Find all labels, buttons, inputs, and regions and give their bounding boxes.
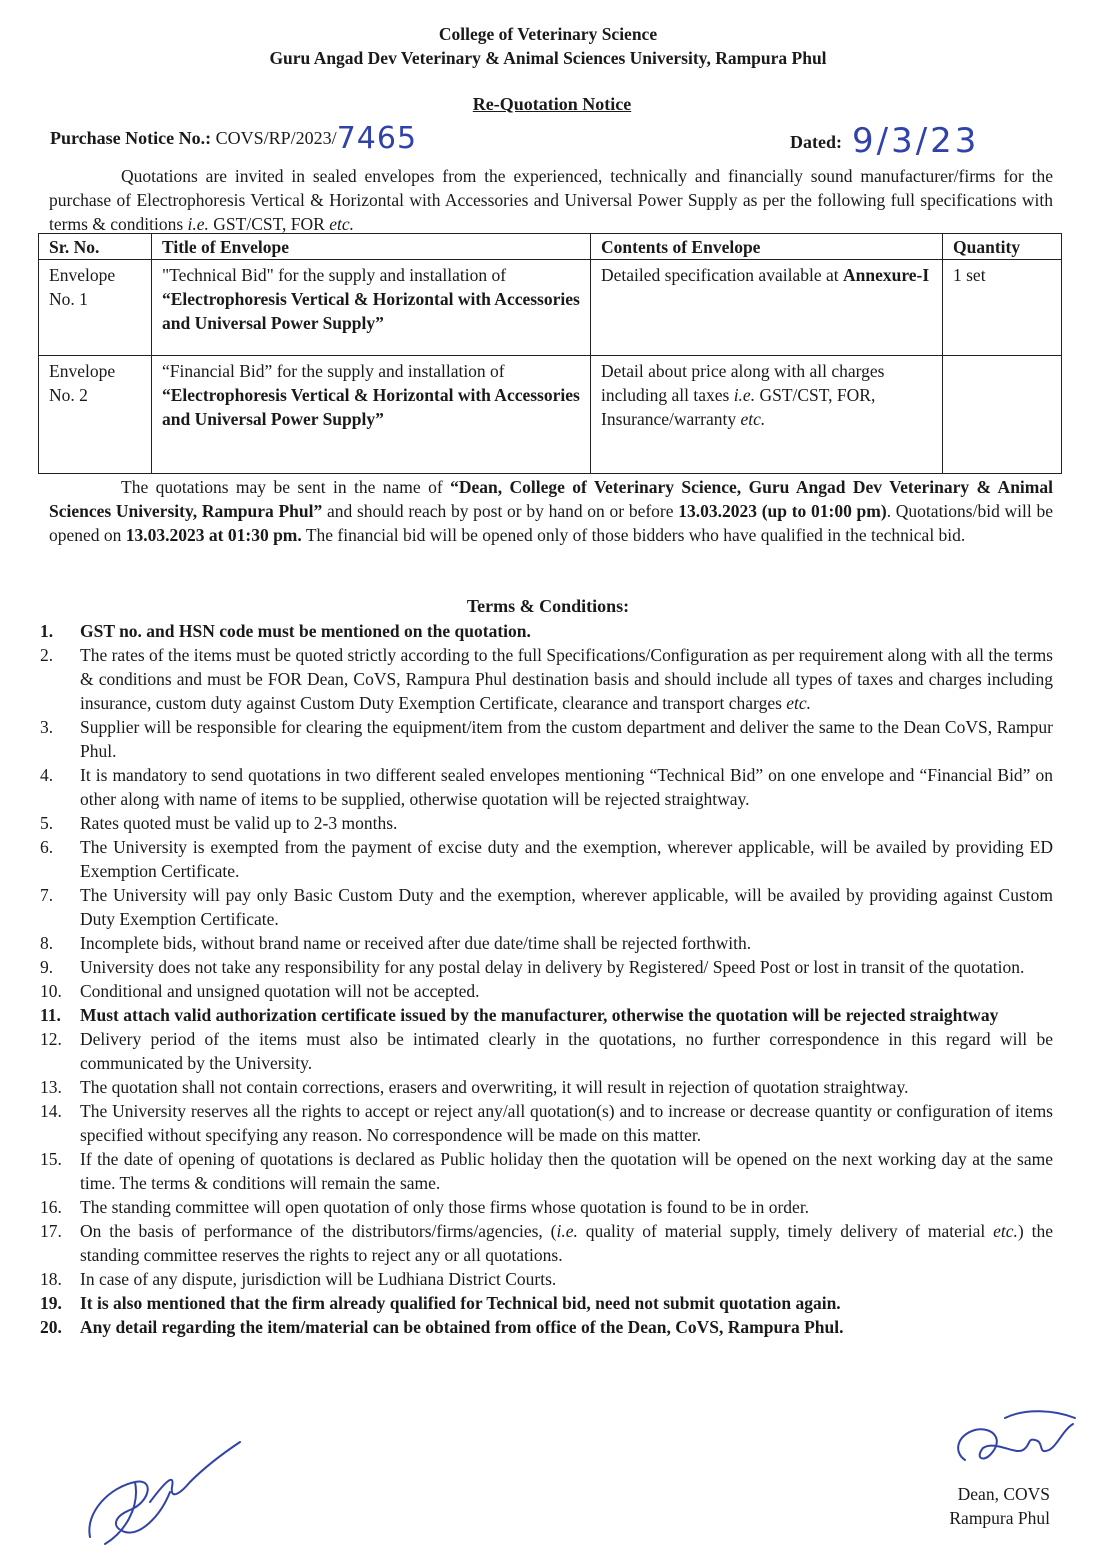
list-item: 19. It is also mentioned that the firm already qualified for Technical bid, need not submit quotation again. xyxy=(40,1293,841,1313)
purchase-notice-handwritten: 7465 xyxy=(336,121,418,156)
list-item: 17. On the basis of performance of the distributors/firms/agencies, (i.e. quality of material supply, timely delivery of material etc.) the standing committee reserves the rights to reject any or all quotations. xyxy=(40,1221,1053,1265)
notice-title: Re-Quotation Notice xyxy=(472,94,632,114)
signatory-location: Rampura Phul xyxy=(949,1508,1050,1528)
list-item: 15. If the date of opening of quotations is declared as Public holiday then the quotation will be opened on the next working day at the same time. The terms & conditions will remain the same. xyxy=(40,1149,1053,1193)
university-name: Guru Angad Dev Veterinary & Animal Sciences University, Rampura Phul xyxy=(269,48,827,68)
list-item: 3. Supplier will be responsible for clearing the equipment/item from the custom department and deliver the same to the Dean CoVS, Rampur Phul. xyxy=(40,717,1053,761)
list-item: 9. University does not take any responsibility for any postal delay in delivery by Registered/ Speed Post or lost in transit of the quotation. xyxy=(40,957,1025,977)
list-item: 6. The University is exempted from the payment of excise duty and the exemption, wherever applicable, will be availed by providing ED Exemption Certificate. xyxy=(40,837,1053,881)
list-item: 7. The University will pay only Basic Custom Duty and the exemption, wherever applicable, will be availed by providing against Custom Duty Exemption Certificate. xyxy=(40,885,1053,929)
envelope-contents: Detailed specification available at Annexure-I xyxy=(591,260,943,356)
list-item: 4. It is mandatory to send quotations in two different sealed envelopes mentioning “Technical Bid” on one envelope and “Financial Bid” on other along with name of items to be supplied, otherwise quotation will be rejected straightway. xyxy=(40,765,1053,809)
envelope-quantity xyxy=(943,356,1062,474)
dated-handwritten: 9/3/23 xyxy=(852,121,980,161)
envelope-title: "Technical Bid" for the supply and installation of “Electrophoresis Vertical & Horizontal with Accessories and Universal Power Supply” xyxy=(152,260,591,356)
table-row xyxy=(39,260,1062,356)
list-item: 14. The University reserves all the rights to accept or reject any/all quotation(s) and to increase or decrease quantity or configuration of items specified without specifying any reason. No correspondence will be made on this matter. xyxy=(40,1101,1053,1145)
list-item: 13. The quotation shall not contain corrections, erasers and overwriting, it will result in rejection of quotation straightway. xyxy=(40,1077,909,1097)
purchase-notice-number xyxy=(50,117,418,156)
table-header-row xyxy=(39,234,1062,260)
list-item: 20. Any detail regarding the item/material can be obtained from office of the Dean, CoVS, Rampura Phul. xyxy=(40,1317,844,1337)
envelope-table xyxy=(38,233,1062,474)
signatory-title: Dean, COVS xyxy=(957,1484,1050,1504)
header-quantity: Quantity xyxy=(943,234,1062,260)
submission-paragraph: The quotations may be sent in the name of “Dean, College of Veterinary Science, Guru Angad Dev Veterinary & Animal Sciences University, Rampura Phul” and should reach by post or by hand on or before 13.03.2023 (up to 01:00 pm). Quotations/bid will be opened on 13.03.2023 at 01:30 pm. The financial bid will be opened only of those bidders who have qualified in the technical bid. xyxy=(49,477,1053,545)
terms-title: Terms & Conditions: xyxy=(466,596,630,616)
list-item: 1. GST no. and HSN code must be mentioned on the quotation. xyxy=(40,621,531,641)
envelope-sr: Envelope No. 2 xyxy=(39,356,152,474)
header-sr-no: Sr. No. xyxy=(39,234,152,260)
table-row xyxy=(39,356,1062,474)
handwritten-signature-dean xyxy=(945,1400,1085,1480)
header-title: Title of Envelope xyxy=(152,234,591,260)
list-item: 8. Incomplete bids, without brand name or received after due date/time shall be rejected forthwith. xyxy=(40,933,752,953)
dated-label: Dated: xyxy=(790,132,842,152)
signatory-block xyxy=(925,1482,1050,1530)
header-contents: Contents of Envelope xyxy=(591,234,943,260)
purchase-notice-label: Purchase Notice No.: xyxy=(50,128,212,148)
envelope-contents: Detail about price along with all charges including all taxes i.e. GST/CST, FOR, Insurance/warranty etc. xyxy=(591,356,943,474)
list-item: 12. Delivery period of the items must also be intimated clearly in the quotations, no further correspondence in this regard will be communicated by the University. xyxy=(40,1029,1053,1073)
intro-paragraph: Quotations are invited in sealed envelopes from the experienced, technically and financially sound manufacturer/firms for the purchase of Electrophoresis Vertical & Horizontal with Accessories and Universal Power Supply as per the following full specifications with terms & conditions i.e. GST/CST, FOR etc. xyxy=(49,166,1053,234)
terms-list xyxy=(36,619,1053,1339)
list-item: 11. Must attach valid authorization certificate issued by the manufacturer, otherwise the quotation will be rejected straightway xyxy=(40,1005,999,1025)
list-item: 2. The rates of the items must be quoted strictly according to the full Specifications/Configuration as per requirement along with all the terms & conditions and must be FOR Dean, CoVS, Rampura Phul destination basis and should include all types of taxes and charges including insurance, custom duty against Custom Duty Exemption Certificate, clearance and transport charges etc. xyxy=(40,645,1053,713)
purchase-notice-printed: COVS/RP/2023/ xyxy=(215,128,337,148)
envelope-title: “Financial Bid” for the supply and installation of “Electrophoresis Vertical & Horizontal with Accessories and Universal Power Supply” xyxy=(152,356,591,474)
handwritten-signature-left xyxy=(80,1432,250,1552)
list-item: 10. Conditional and unsigned quotation will not be accepted. xyxy=(40,981,480,1001)
envelope-sr: Envelope No. 1 xyxy=(39,260,152,356)
college-name: College of Veterinary Science xyxy=(438,24,658,44)
notice-date xyxy=(790,117,980,161)
list-item: 5. Rates quoted must be valid up to 2-3 months. xyxy=(40,813,398,833)
list-item: 16. The standing committee will open quotation of only those firms whose quotation is found to be in order. xyxy=(40,1197,810,1217)
envelope-quantity: 1 set xyxy=(943,260,1062,356)
list-item: 18. In case of any dispute, jurisdiction will be Ludhiana District Courts. xyxy=(40,1269,557,1289)
